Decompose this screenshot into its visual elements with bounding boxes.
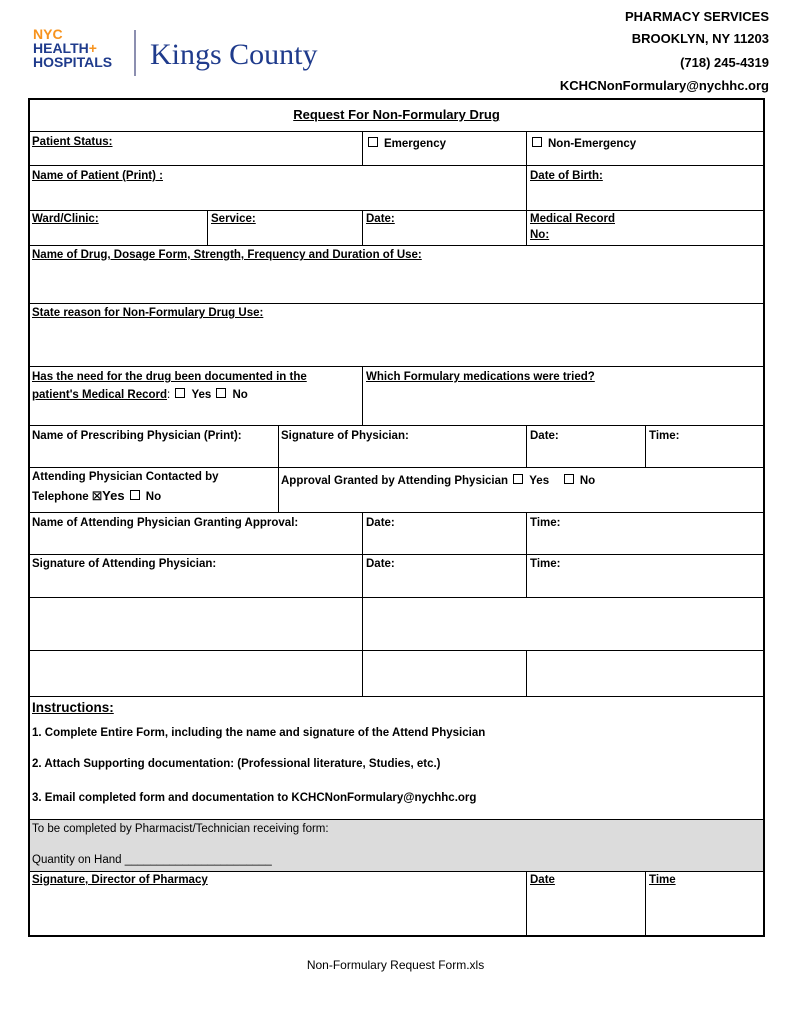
logo-nyc-text: NYC	[33, 26, 63, 42]
physician-signature-label: Signature of Physician:	[281, 430, 409, 442]
mrn-label-line1: Medical Record	[530, 213, 615, 225]
non-emergency-checkbox[interactable]	[532, 137, 542, 147]
documented-label-line1: Has the need for the drug been documented in the	[32, 371, 307, 383]
formulary-tried-label: Which Formulary medications were tried?	[366, 371, 595, 383]
attending-name-label: Name of Attending Physician Granting Approval:	[32, 517, 299, 529]
quantity-on-hand[interactable]: Quantity on Hand _______________________	[32, 854, 272, 866]
approval-no-checkbox[interactable]	[564, 474, 574, 484]
emergency-checkbox[interactable]	[368, 137, 378, 147]
patient-name-label: Name of Patient (Print) :	[32, 170, 163, 182]
prescribing-date-label: Date:	[530, 430, 559, 442]
logo-facility-name: Kings County	[150, 38, 318, 71]
reason-label: State reason for Non-Formulary Drug Use:	[32, 307, 264, 319]
approval-yes-checkbox[interactable]	[513, 474, 523, 484]
attending-contacted-line1: Attending Physician Contacted by	[32, 471, 219, 483]
documented-yes-checkbox[interactable]	[175, 388, 185, 398]
telephone-yes-checked[interactable]: ☒	[91, 491, 103, 503]
logo-hospitals-text: HOSPITALS	[33, 54, 113, 70]
mrn-label-line2: No:	[530, 229, 550, 241]
header-email[interactable]: KCHCNonFormulary@nychhc.org	[559, 78, 769, 93]
attending-sig-date-label: Date:	[366, 558, 395, 570]
date-label: Date:	[366, 213, 395, 225]
attending-contacted-line2: Telephone ☒Yes No	[32, 488, 162, 503]
director-time-label: Time	[649, 874, 676, 886]
pharmacist-note: To be completed by Pharmacist/Technician receiving form:	[32, 823, 329, 835]
header-city: BROOKLYN, NY 11203	[631, 31, 769, 46]
dob-label: Date of Birth:	[530, 170, 603, 182]
service-label: Service:	[211, 213, 256, 225]
footer-filename: Non-Formulary Request Form.xls	[306, 958, 485, 972]
director-signature-label: Signature, Director of Pharmacy	[32, 874, 208, 886]
instructions-title: Instructions:	[32, 700, 114, 715]
attending-sig-time-label: Time:	[530, 558, 561, 570]
request-form	[28, 98, 765, 937]
director-date-label: Date	[530, 874, 555, 886]
non-emergency-option[interactable]: Non-Emergency	[530, 136, 636, 153]
header-phone: (718) 245-4319	[680, 55, 769, 70]
attending-time-label: Time:	[530, 517, 561, 529]
instruction-3: 3. Email completed form and documentation to KCHCNonFormulary@nychhc.org	[32, 792, 477, 804]
logo-health-text: HEALTH+	[33, 40, 97, 56]
documented-label-line2: patient's Medical Record: Yes No	[32, 389, 248, 401]
patient-status-label: Patient Status:	[32, 136, 113, 148]
prescribing-name-label: Name of Prescribing Physician (Print):	[32, 430, 242, 442]
attending-date-label: Date:	[366, 517, 395, 529]
documented-no-checkbox[interactable]	[216, 388, 226, 398]
drug-details-label: Name of Drug, Dosage Form, Strength, Frequency and Duration of Use:	[32, 249, 422, 261]
emergency-option[interactable]: Emergency	[366, 136, 446, 153]
instruction-2: 2. Attach Supporting documentation: (Professional literature, Studies, etc.)	[32, 758, 441, 770]
logo-divider	[134, 30, 136, 76]
telephone-no-checkbox[interactable]	[130, 490, 140, 500]
approval-granted-row: Approval Granted by Attending Physician Yes No	[281, 475, 596, 487]
prescribing-time-label: Time:	[649, 430, 680, 442]
attending-signature-label: Signature of Attending Physician:	[32, 558, 217, 570]
form-title: Request For Non-Formulary Drug	[293, 107, 500, 122]
ward-clinic-label: Ward/Clinic:	[32, 213, 99, 225]
instruction-1: 1. Complete Entire Form, including the name and signature of the Attend Physician	[32, 727, 486, 739]
header-department: PHARMACY SERVICES	[625, 9, 769, 24]
